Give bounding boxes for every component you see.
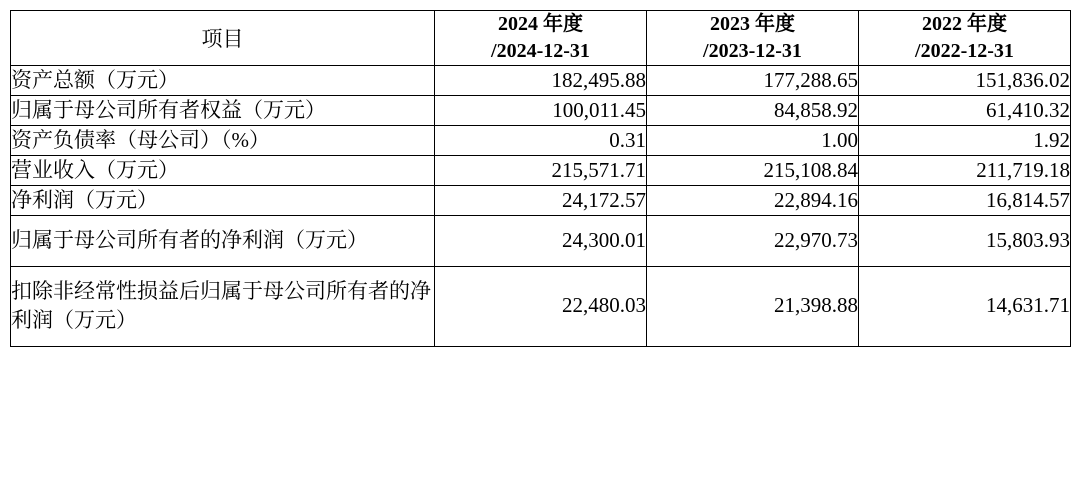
cell-2023: 215,108.84 — [647, 155, 859, 185]
cell-2023: 177,288.65 — [647, 66, 859, 96]
cell-2023: 1.00 — [647, 125, 859, 155]
cell-2024: 100,011.45 — [435, 95, 647, 125]
financial-summary-table-wrapper — [10, 10, 1070, 347]
row-label: 净利润（万元） — [11, 185, 435, 215]
column-header-2022-date: /2022-12-31 — [915, 40, 1014, 62]
table-row — [11, 215, 1071, 266]
column-header-2023-year: 2023 年度 — [710, 13, 795, 35]
cell-2023: 84,858.92 — [647, 95, 859, 125]
column-header-2023-date: /2023-12-31 — [703, 40, 802, 62]
table-row — [11, 266, 1071, 346]
cell-2023: 22,894.16 — [647, 185, 859, 215]
cell-2022: 16,814.57 — [859, 185, 1071, 215]
cell-2024: 22,480.03 — [435, 266, 647, 346]
cell-2022: 14,631.71 — [859, 266, 1071, 346]
financial-summary-table — [10, 10, 1071, 347]
cell-2024: 215,571.71 — [435, 155, 647, 185]
cell-2023: 22,970.73 — [647, 215, 859, 266]
cell-2022: 61,410.32 — [859, 95, 1071, 125]
cell-2022: 151,836.02 — [859, 66, 1071, 96]
cell-2024: 0.31 — [435, 125, 647, 155]
cell-2024: 24,300.01 — [435, 215, 647, 266]
table-row — [11, 95, 1071, 125]
column-header-2023 — [647, 11, 859, 66]
cell-2022: 15,803.93 — [859, 215, 1071, 266]
cell-2023: 21,398.88 — [647, 266, 859, 346]
table-header-row — [11, 11, 1071, 66]
column-header-2024-year: 2024 年度 — [498, 13, 583, 35]
row-label: 扣除非经常性损益后归属于母公司所有者的净利润（万元） — [11, 266, 435, 346]
column-header-item: 项目 — [11, 11, 435, 66]
table-row — [11, 125, 1071, 155]
row-label: 资产总额（万元） — [11, 66, 435, 96]
row-label: 归属于母公司所有者权益（万元） — [11, 95, 435, 125]
row-label: 资产负债率（母公司）（%） — [11, 125, 435, 155]
table-row — [11, 185, 1071, 215]
cell-2024: 24,172.57 — [435, 185, 647, 215]
column-header-2022-year: 2022 年度 — [922, 13, 1007, 35]
table-row — [11, 155, 1071, 185]
cell-2022: 211,719.18 — [859, 155, 1071, 185]
cell-2024: 182,495.88 — [435, 66, 647, 96]
column-header-2022 — [859, 11, 1071, 66]
table-row — [11, 66, 1071, 96]
column-header-2024 — [435, 11, 647, 66]
row-label: 营业收入（万元） — [11, 155, 435, 185]
column-header-2024-date: /2024-12-31 — [491, 40, 590, 62]
cell-2022: 1.92 — [859, 125, 1071, 155]
row-label: 归属于母公司所有者的净利润（万元） — [11, 215, 435, 266]
